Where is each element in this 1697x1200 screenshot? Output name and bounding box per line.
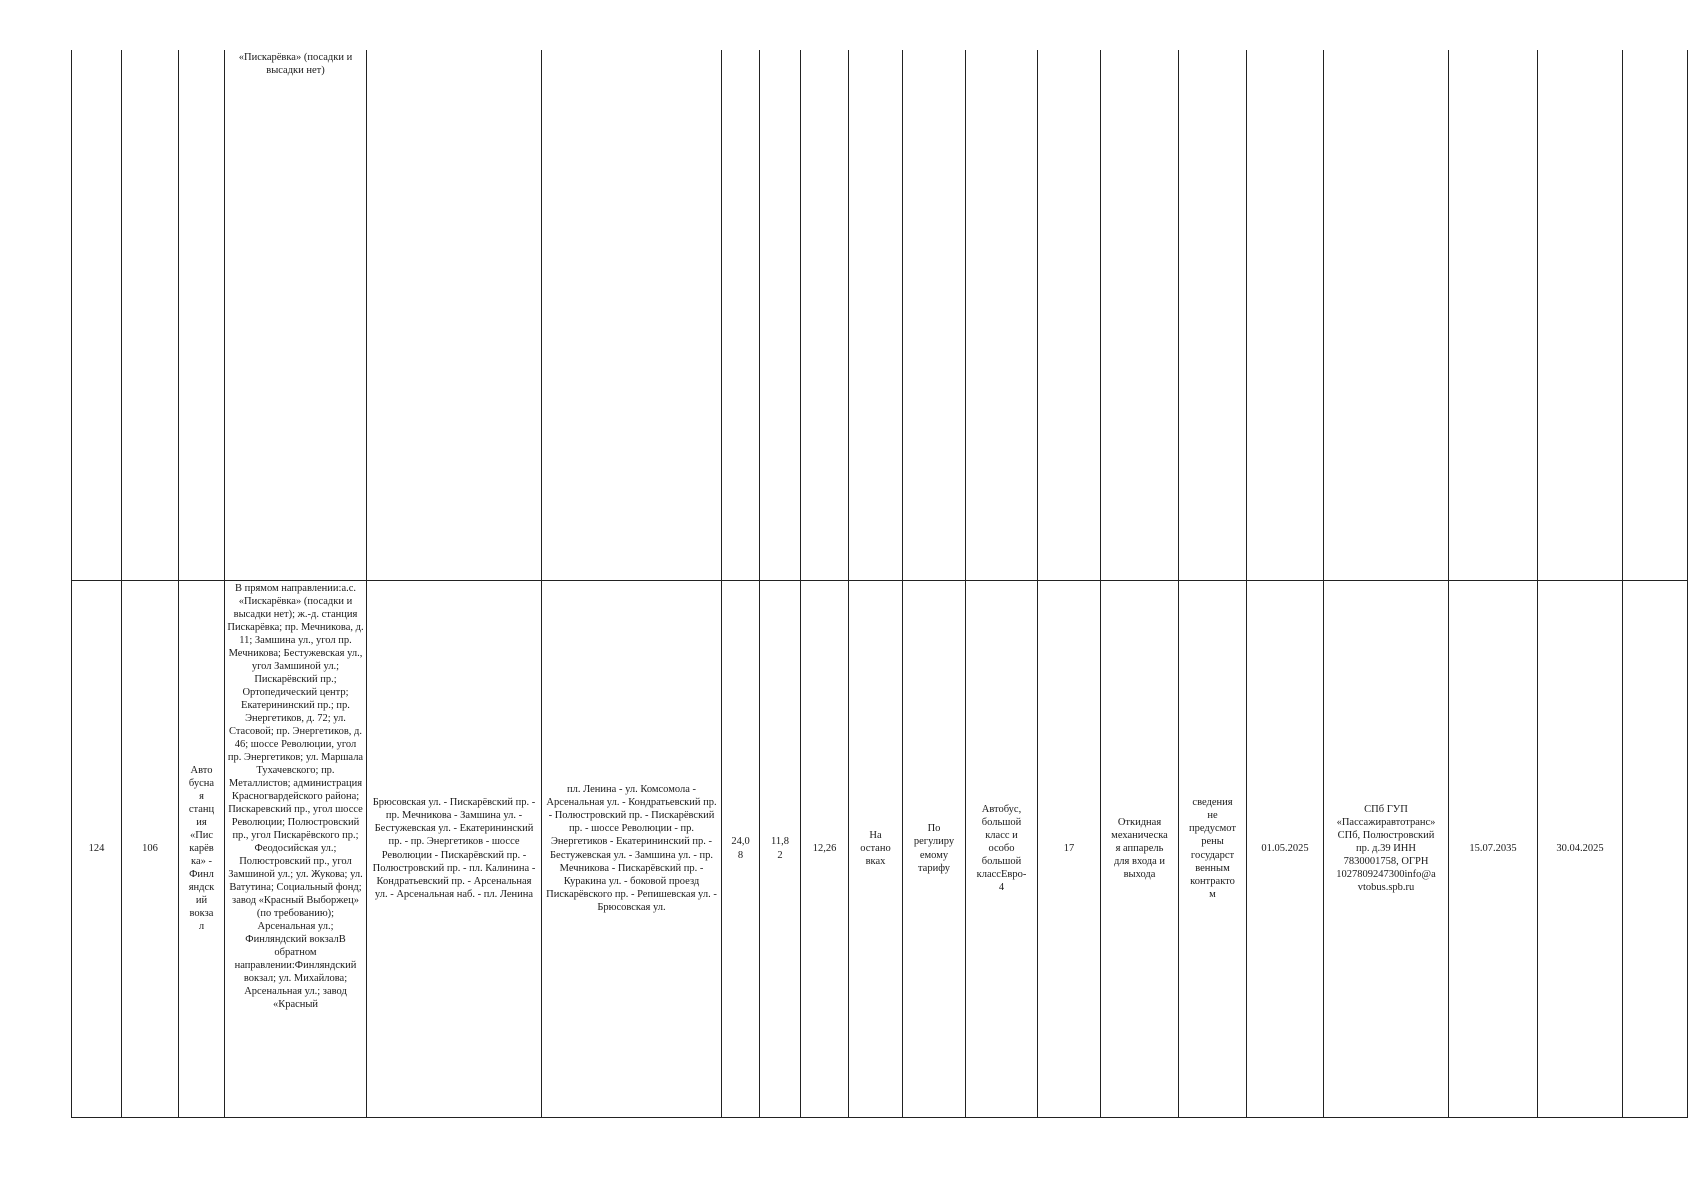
vehicle-class: Автобус, большой класс и особо большой классЕвро- 4	[966, 580, 1038, 1117]
length-backward: 11,8 2	[760, 580, 801, 1117]
route-row	[72, 580, 1688, 1117]
cell-carrier	[1324, 50, 1449, 580]
carrier-info: СПб ГУП «Пассажиравтотранс» СПб, Полюстровский пр. д.39 ИНН 7830001758, ОГРН 1027809247300info@a vtobus.spb.ru	[1324, 580, 1449, 1117]
tariff: По регулиру емому тарифу	[903, 580, 966, 1117]
contract-end-date: 15.07.2035	[1449, 580, 1538, 1117]
cell-length-backward	[760, 50, 801, 580]
boarding-procedure: На остано вках	[849, 580, 903, 1117]
cell-route-name	[179, 50, 225, 580]
cell-date-last	[1538, 50, 1623, 580]
cell-start-date	[1247, 50, 1324, 580]
cell-stops	[225, 50, 367, 580]
previous-route-row	[72, 50, 1688, 580]
streets-forward: Брюсовская ул. - Пискарёвский пр. - пр. Мечникова - Замшина ул. - Бестужевская ул. - Екатерининский пр. - пр. Энергетиков - шоссе Революции - Пискарёвский пр. - Полюстровский пр. - пл. Калинина - Кондратьевский пр. - Арсенальная ул. - Арсенальная наб. - пл. Ленина	[367, 580, 542, 1117]
streets-backward: пл. Ленина - ул. Комсомола - Арсенальная ул. - Кондратьевский пр. - Полюстровский пр. - Пискарёвский пр. - шоссе Революции - пр. Энергетиков - Екатерининский пр. - Бестужевская ул. - Замшина ул. - пр. Мечникова - Пискарёвский пр. - Куракина ул. - боковой проезд Пискарёвского пр. - Репишевская ул. - Брюсовская ул.	[542, 580, 722, 1117]
route-number: 106	[122, 580, 179, 1117]
cell-contract-end	[1449, 50, 1538, 580]
cell-vehicle-features	[1101, 50, 1179, 580]
length-total: 12,26	[801, 580, 849, 1117]
cell-streets-backward	[542, 50, 722, 580]
vehicle-features: Откидная механическа я аппарель для входа и выхода	[1101, 580, 1179, 1117]
start-date: 01.05.2025	[1247, 580, 1324, 1117]
cell-length-forward	[722, 50, 760, 580]
cell-boarding	[849, 50, 903, 580]
cell-empty	[1623, 50, 1688, 580]
stops-fragment: «Пискарёвка» (посадки и высадки нет)	[238, 52, 353, 77]
cell-length-total	[801, 50, 849, 580]
length-forward: 24,0 8	[722, 580, 760, 1117]
contract-info: сведения не предусмот рены государст венным контракто м	[1179, 580, 1247, 1117]
cell-tariff	[903, 50, 966, 580]
cell-vehicle-count	[1038, 50, 1101, 580]
date-last: 30.04.2025	[1538, 580, 1623, 1117]
route-name: Авто бусна я станц ия «Пис карёв ка» - Финл яндск ий вокза л	[179, 580, 225, 1117]
cell-registry-number	[72, 50, 122, 580]
cell-vehicle-class	[966, 50, 1038, 580]
cell-contract-info	[1179, 50, 1247, 580]
intermediate-stops: В прямом направлении:а.с. «Пискарёвка» (посадки и высадки нет); ж.-д. станция Пискарёвка; пр. Мечникова, д. 11; Замшина ул., угол пр. Мечникова; Бестужевская ул., угол Замшиной ул.; Пискарёвский пр.; Ортопедический центр; Екатерининский пр.; пр. Энергетиков, д. 72; ул. Стасовой; пр. Энергетиков, д. 46; шоссе Революции, угол пр. Энергетиков; ул. Маршала Тухачевского; пр. Металлистов; администрация Красногвардейского района; Пискаревский пр., угол шоссе Революции; Полюстровский пр., угол Пискарёвского пр.; Феодосийская ул.; Полюстровский пр., угол Замшиной ул.; ул. Жукова; ул. Ватутина; Социальный фонд; завод «Красный Выборжец» (по требованию); Арсенальная ул.; Финляндский вокзалВ обратном направлении:Финляндский вокзал; ул. Михайлова; Арсенальная ул.; завод «Красный	[225, 580, 367, 1117]
cell-streets-forward	[367, 50, 542, 580]
cell-route-number	[122, 50, 179, 580]
empty-cell	[1623, 580, 1688, 1117]
route-registry-table	[71, 50, 1688, 1118]
registry-number: 124	[72, 580, 122, 1117]
vehicle-count: 17	[1038, 580, 1101, 1117]
